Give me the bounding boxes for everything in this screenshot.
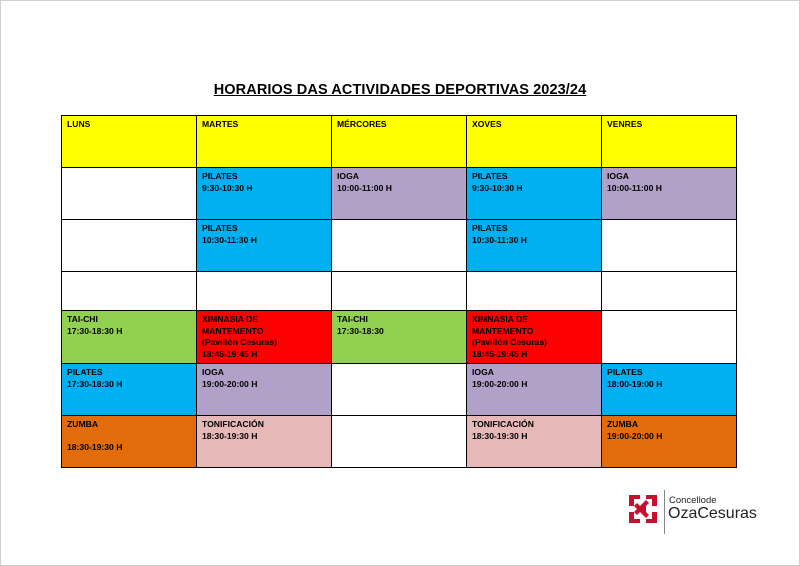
council-emblem-icon bbox=[626, 492, 660, 526]
schedule-cell bbox=[467, 311, 602, 364]
schedule-cell bbox=[197, 272, 332, 311]
cell-activity: PILATES bbox=[472, 171, 508, 181]
cell-detail: 17:30-18:30 H bbox=[67, 325, 123, 336]
cell-activity: PILATES bbox=[472, 223, 508, 233]
schedule-cell bbox=[332, 220, 467, 272]
cell-activity: IOGA bbox=[472, 367, 494, 377]
schedule-row bbox=[62, 311, 737, 364]
schedule-cell bbox=[332, 168, 467, 220]
council-logo bbox=[626, 488, 766, 536]
schedule-cell bbox=[62, 364, 197, 416]
cell-activity: VENRES bbox=[607, 119, 643, 129]
schedule-cell bbox=[62, 311, 197, 364]
schedule-cell bbox=[62, 220, 197, 272]
cell-activity: TONIFICACIÓN bbox=[472, 419, 534, 429]
logo-text-bottom: OzaCesuras bbox=[668, 505, 757, 522]
cell-detail: 9:30-10:30 H bbox=[472, 182, 523, 193]
cell-activity: XOVES bbox=[472, 119, 502, 129]
cell-activity: IOGA bbox=[202, 367, 224, 377]
schedule-cell bbox=[62, 272, 197, 311]
schedule-row bbox=[62, 168, 737, 220]
schedule-table bbox=[61, 115, 737, 468]
schedule-cell bbox=[467, 272, 602, 311]
cell-detail: 17:30-18:30 bbox=[337, 325, 384, 336]
schedule-cell bbox=[602, 220, 737, 272]
cell-detail: 10:00-11:00 H bbox=[607, 182, 662, 193]
cell-detail: 10:00-11:00 H bbox=[337, 182, 392, 193]
cell-detail: 19:00-20:00 H bbox=[202, 378, 258, 389]
cell-activity: TAI-CHI bbox=[337, 314, 368, 324]
schedule-cell bbox=[467, 364, 602, 416]
page-title: HORARIOS DAS ACTIVIDADES DEPORTIVAS 2023/24 bbox=[213, 82, 587, 98]
schedule-row bbox=[62, 272, 737, 311]
cell-detail: MANTEMENTO bbox=[472, 325, 534, 336]
cell-activity: IOGA bbox=[607, 171, 629, 181]
day-header-cell bbox=[467, 116, 602, 168]
schedule-cell bbox=[62, 168, 197, 220]
cell-detail: 10:30-11:30 H bbox=[472, 234, 527, 245]
day-header-cell bbox=[332, 116, 467, 168]
cell-activity: LUNS bbox=[67, 119, 91, 129]
cell-activity: TAI-CHI bbox=[67, 314, 98, 324]
schedule-cell bbox=[467, 220, 602, 272]
schedule-row bbox=[62, 416, 737, 468]
cell-detail: 18:30-19:30 H bbox=[202, 430, 258, 441]
schedule-cell bbox=[197, 311, 332, 364]
schedule-cell bbox=[467, 416, 602, 468]
schedule-row bbox=[62, 220, 737, 272]
schedule-cell bbox=[197, 364, 332, 416]
cell-detail bbox=[67, 431, 191, 443]
schedule-cell bbox=[602, 168, 737, 220]
cell-activity: PILATES bbox=[202, 223, 238, 233]
schedule-row bbox=[62, 364, 737, 416]
schedule-cell bbox=[62, 416, 197, 468]
schedule-cell bbox=[602, 416, 737, 468]
cell-activity: ZUMBA bbox=[67, 419, 99, 429]
schedule-cell bbox=[332, 364, 467, 416]
schedule-cell bbox=[332, 416, 467, 468]
schedule-cell bbox=[197, 168, 332, 220]
schedule-cell bbox=[197, 416, 332, 468]
schedule-cell bbox=[602, 311, 737, 364]
cell-activity: XIMNASIA DE bbox=[202, 314, 259, 324]
cell-detail: 18:00-19:00 H bbox=[607, 378, 663, 389]
cell-activity: PILATES bbox=[202, 171, 238, 181]
cell-activity: IOGA bbox=[337, 171, 359, 181]
schedule-cell bbox=[602, 364, 737, 416]
cell-detail: 19:00-20:00 H bbox=[472, 378, 528, 389]
logo-text-top: Concellode bbox=[669, 495, 717, 506]
cell-detail: 18:45-19:45 H bbox=[472, 348, 528, 359]
schedule-cell bbox=[602, 272, 737, 311]
cell-activity: TONIFICACIÓN bbox=[202, 419, 264, 429]
cell-detail: (Pavillón Cesuras) bbox=[472, 337, 547, 347]
cell-activity: MÉRCORES bbox=[337, 119, 387, 129]
schedule-cell bbox=[467, 168, 602, 220]
cell-activity: ZUMBA bbox=[607, 419, 639, 429]
cell-activity: XIMNASIA DE bbox=[472, 314, 529, 324]
cell-activity: PILATES bbox=[67, 367, 103, 377]
day-header-cell bbox=[602, 116, 737, 168]
cell-detail: 19:00-20:00 H bbox=[607, 430, 663, 441]
cell-detail: 18:30-19:30 H bbox=[472, 430, 528, 441]
cell-detail: (Pavillón Cesuras) bbox=[202, 337, 277, 347]
cell-activity: MARTES bbox=[202, 119, 239, 129]
cell-detail: 18:45-19:45 H bbox=[202, 348, 258, 359]
cell-activity: PILATES bbox=[607, 367, 643, 377]
logo-divider bbox=[664, 490, 665, 534]
day-header-cell bbox=[62, 116, 197, 168]
cell-detail: 18:30-19:30 H bbox=[67, 442, 123, 452]
header-row bbox=[62, 116, 737, 168]
cell-detail: 17:30-18:30 H bbox=[67, 378, 123, 389]
cell-detail: 9:30-10:30 H bbox=[202, 182, 253, 193]
cell-detail: 10:30-11:30 H bbox=[202, 234, 257, 245]
schedule-cell bbox=[197, 220, 332, 272]
schedule-cell bbox=[332, 272, 467, 311]
cell-detail: MANTEMENTO bbox=[202, 325, 264, 336]
day-header-cell bbox=[197, 116, 332, 168]
schedule-cell bbox=[332, 311, 467, 364]
